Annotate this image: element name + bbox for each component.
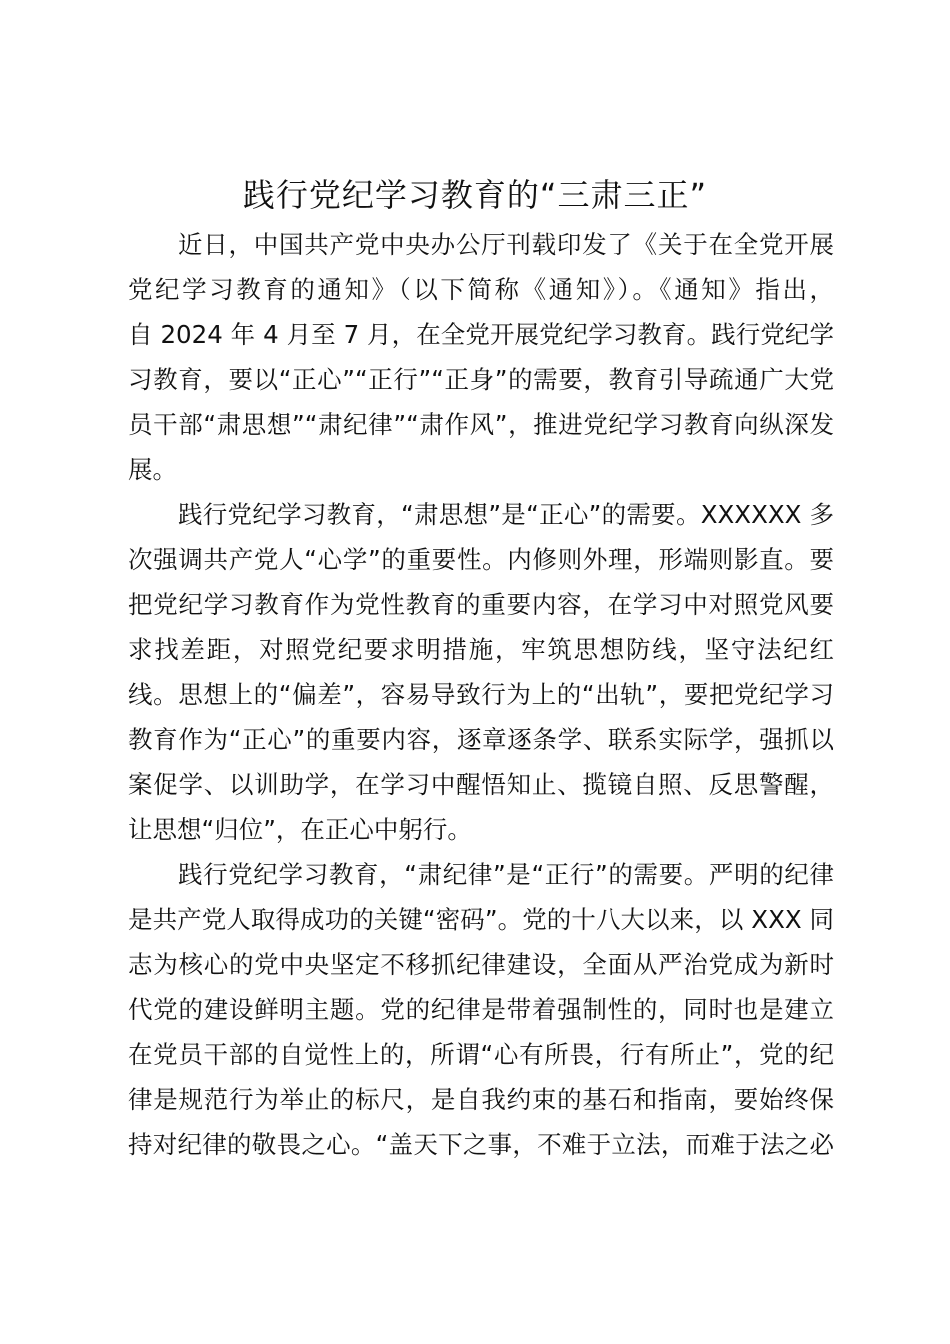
paragraph-3 [128, 852, 834, 1167]
text-line: 党纪学习教育的通知》（以下简称《通知》）。《通知》指出， [128, 275, 834, 304]
text-line: 线。思想上的“偏差”，容易导致行为上的“出轨”，要把党纪学习 [128, 680, 834, 709]
text-line: 员干部“肃思想”“肃纪律”“肃作风”，推进党纪学习教育向纵深发 [128, 410, 834, 439]
text-line: 近日，中国共产党中央办公厅刊载印发了《关于在全党开展 [178, 230, 834, 259]
text-line: 把党纪学习教育作为党性教育的重要内容，在学习中对照党风要 [128, 590, 834, 619]
text-line: 次强调共产党人“心学”的重要性。内修则外理，形端则影直。要 [128, 545, 834, 574]
text-line: 志为核心的党中央坚定不移抓纪律建设，全面从严治党成为新时 [128, 950, 834, 979]
text-line: 教育作为“正心”的重要内容，逐章逐条学、联系实际学，强抓以 [128, 725, 834, 754]
paragraph-1 [128, 222, 834, 492]
document-body [128, 222, 834, 1167]
text-line: 在党员干部的自觉性上的，所谓“心有所畏，行有所止”，党的纪 [128, 1040, 834, 1069]
text-line: 代党的建设鲜明主题。党的纪律是带着强制性的，同时也是建立 [128, 995, 834, 1024]
text-line: 习教育，要以“正心”“正行”“正身”的需要，教育引导疏通广大党 [128, 365, 834, 394]
text-line: 展。 [128, 455, 177, 484]
text-line: 案促学、以训助学，在学习中醒悟知止、揽镜自照、反思警醒， [128, 770, 834, 799]
text-line: 持对纪律的敬畏之心。“盖天下之事，不难于立法，而难于法之必 [128, 1130, 834, 1159]
text-line: 自 2024 年 4 月至 7 月，在全党开展党纪学习教育。践行党纪学 [128, 320, 834, 349]
document-title: 践行党纪学习教育的“三肃三正” [242, 176, 708, 214]
text-line: 让思想“归位”，在正心中躬行。 [128, 815, 472, 844]
text-line: 践行党纪学习教育，“肃纪律”是“正行”的需要。严明的纪律 [178, 860, 834, 889]
text-line: 践行党纪学习教育，“肃思想”是“正心”的需要。XXXXXX 多 [178, 500, 834, 529]
paragraph-2 [128, 492, 834, 852]
text-line: 律是规范行为举止的标尺，是自我约束的基石和指南，要始终保 [128, 1085, 834, 1114]
text-line: 是共产党人取得成功的关键“密码”。党的十八大以来，以 XXX 同 [128, 905, 834, 934]
text-line: 求找差距，对照党纪要求明措施，牢筑思想防线，坚守法纪红 [128, 635, 834, 664]
